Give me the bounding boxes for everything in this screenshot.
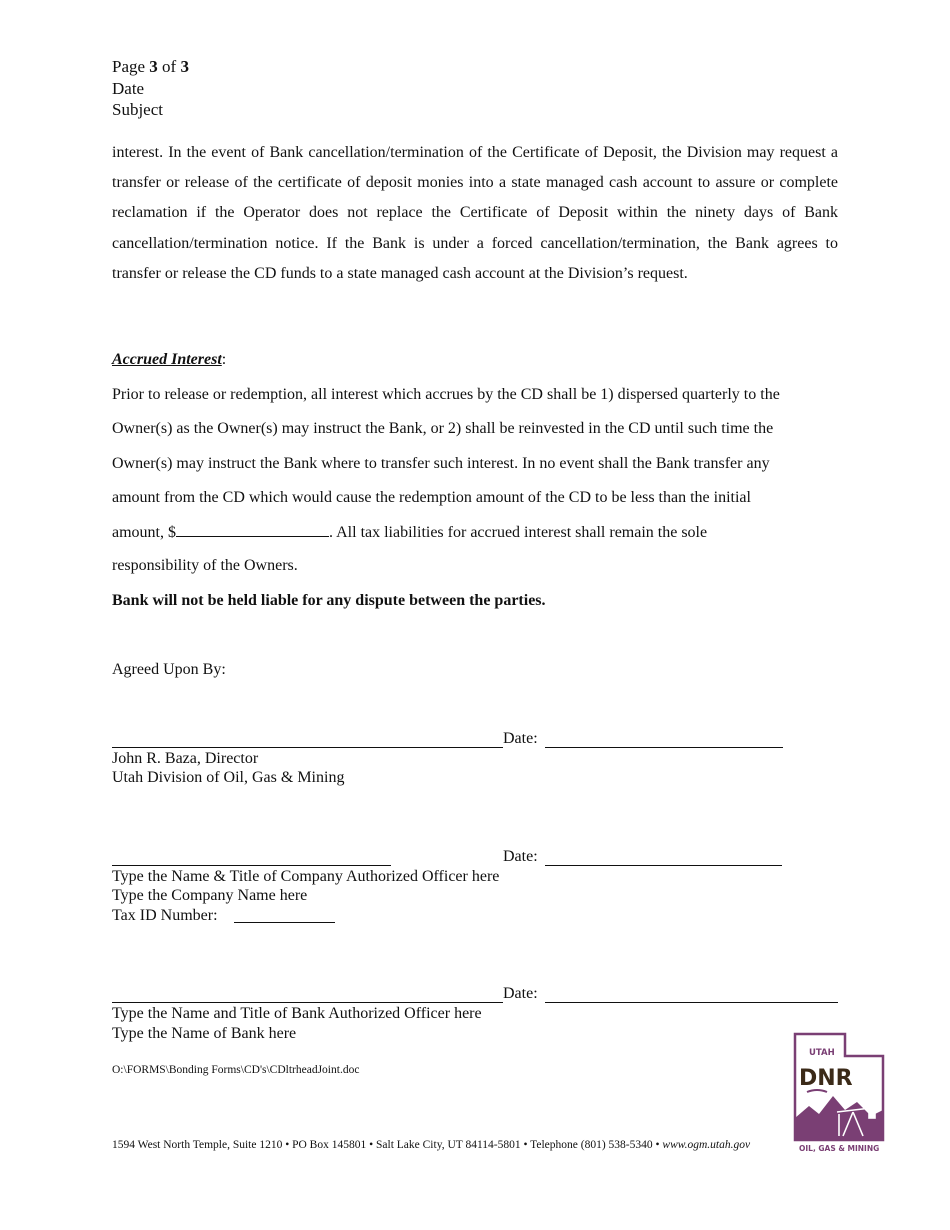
bank-officer: Type the Name and Title of Bank Authorized Officer here bbox=[112, 1005, 482, 1022]
company-name: Type the Company Name here bbox=[112, 887, 308, 904]
bank-name: Type the Name of Bank here bbox=[112, 1025, 297, 1042]
liability-notice: Bank will not be held liable for any dispute between the parties. bbox=[112, 592, 546, 609]
logo-bottom-text: OIL, GAS & MINING bbox=[799, 1144, 880, 1153]
accrued-line-3: Owner(s) may instruct the Bank where to transfer such interest. In no event shall the Bank transfer any bbox=[112, 455, 770, 472]
footer-address: 1594 West North Temple, Suite 1210 • PO Box 145801 • Salt Lake City, UT 84114-5801 • Telephone (801) 538-5340 • www.ogm.utah.gov bbox=[112, 1139, 751, 1151]
header-date: Date bbox=[112, 79, 145, 98]
utah-dnr-logo bbox=[787, 1032, 889, 1154]
accrued-interest-heading: Accrued Interest: bbox=[112, 351, 227, 368]
director-org: Utah Division of Oil, Gas & Mining bbox=[112, 769, 345, 786]
director-signature-line[interactable] bbox=[112, 747, 503, 748]
company-signature-line[interactable] bbox=[112, 865, 391, 866]
amount-blank[interactable] bbox=[176, 521, 329, 537]
agreed-upon-label: Agreed Upon By: bbox=[112, 661, 226, 678]
company-officer: Type the Name & Title of Company Authorized Officer here bbox=[112, 868, 500, 885]
logo-main-text: DNR bbox=[799, 1066, 853, 1091]
tax-id-label: Tax ID Number: bbox=[112, 907, 218, 924]
director-name: John R. Baza, Director bbox=[112, 750, 259, 767]
accrued-line-2: Owner(s) as the Owner(s) may instruct the Bank, or 2) shall be reinvested in the CD until such time the bbox=[112, 420, 774, 437]
company-date-label: Date: bbox=[503, 848, 538, 865]
accrued-interest-title: Accrued Interest bbox=[112, 351, 222, 368]
accrued-line-6: responsibility of the Owners. bbox=[112, 557, 298, 574]
accrued-line-4: amount from the CD which would cause the redemption amount of the CD to be less than the initial bbox=[112, 489, 751, 506]
footer-website[interactable]: www.ogm.utah.gov bbox=[662, 1139, 751, 1151]
accrued-line-5: amount, $ . All tax liabilities for accrued interest shall remain the sole bbox=[112, 521, 838, 544]
utah-dnr-logo-graphic bbox=[787, 1032, 889, 1154]
director-date-label: Date: bbox=[503, 730, 538, 747]
accrued-line-1: Prior to release or redemption, all interest which accrues by the CD shall be 1) dispersed quarterly to the bbox=[112, 386, 780, 403]
tax-id-line[interactable] bbox=[234, 922, 335, 923]
page-number: Page 3 of 3 bbox=[112, 57, 189, 76]
logo-top-text: UTAH bbox=[809, 1048, 835, 1058]
bank-date-label: Date: bbox=[503, 985, 538, 1002]
bank-signature-line[interactable] bbox=[112, 1002, 503, 1003]
header-subject: Subject bbox=[112, 100, 163, 119]
continued-paragraph: interest. In the event of Bank cancellation/termination of the Certificate of Deposit, the Division may request a transfer or release of the certificate of deposit monies into a state managed cash account to assure or complete reclamation if the Operator does not replace the Certificate of Deposit within the ninety days of Bank cancellation/termination notice. If the Bank is under a forced cancellation/termination, the Bank agrees to transfer or release the CD funds to a state managed cash account at the Division’s request. bbox=[112, 144, 838, 282]
file-path: O:\FORMS\Bonding Forms\CD's\CDltrheadJoint.doc bbox=[112, 1064, 360, 1076]
director-date-line[interactable] bbox=[545, 747, 783, 748]
company-date-line[interactable] bbox=[545, 865, 782, 866]
bank-date-line[interactable] bbox=[545, 1002, 838, 1003]
